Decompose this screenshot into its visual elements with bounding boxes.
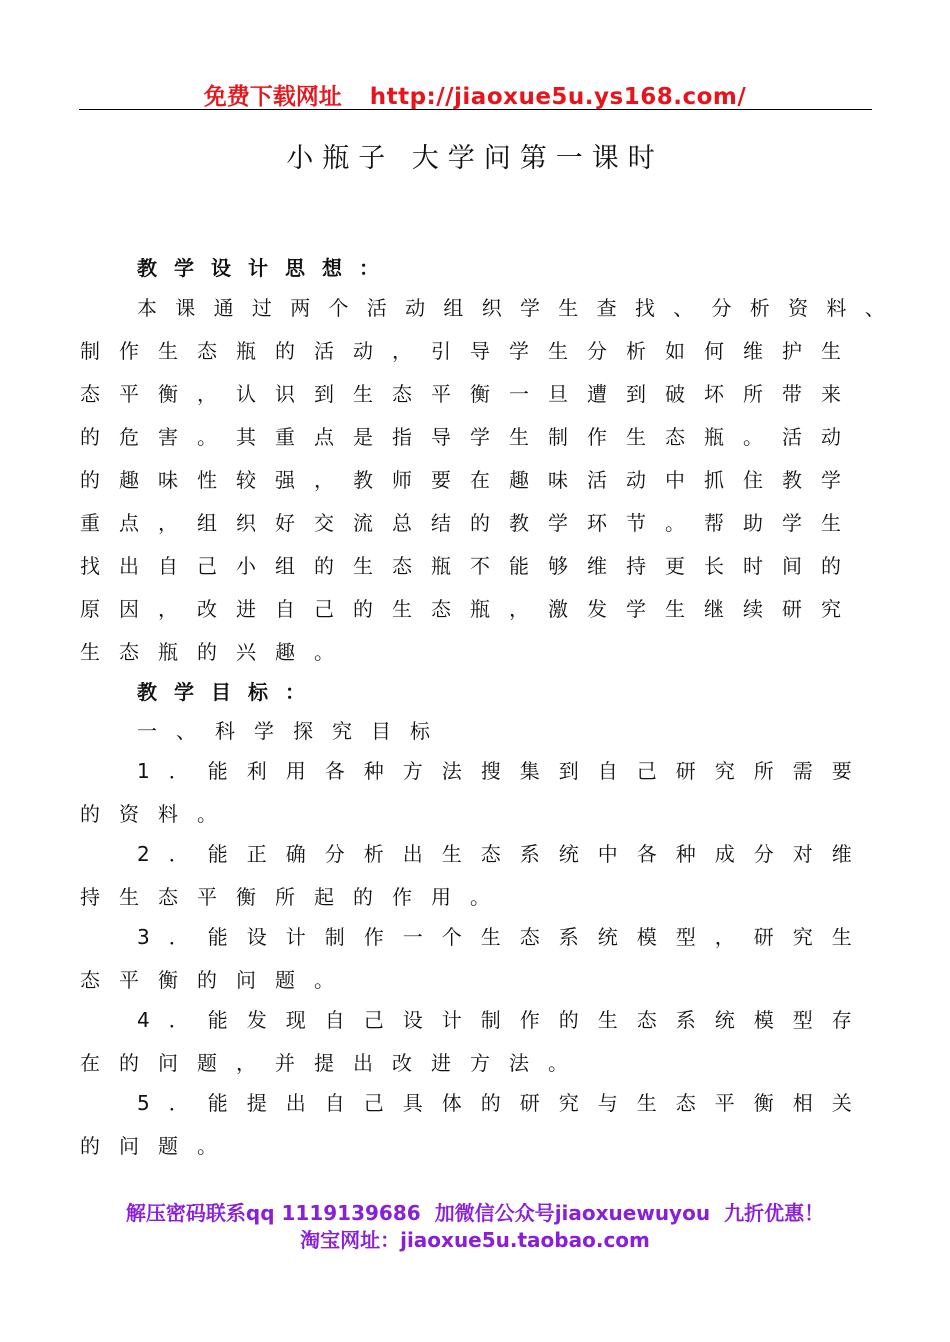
goal-item-line: 的问题。 [80,1134,236,1158]
design-heading: 教学设计思想： [137,256,396,280]
goal-item-line: 5．能提出自己具体的研究与生态平衡相关 [137,1091,871,1115]
design-line: 态平衡，认识到生态平衡一旦遭到破坏所带来 [80,382,860,406]
header-label: 免费下载网址 [203,84,342,110]
footer-shop-link[interactable]: jiaoxue5u.taobao.com [400,1228,650,1252]
goal-item-line: 1．能利用各种方法搜集到自己研究所需要 [137,759,871,783]
footer-wechat: jiaoxuewuyou [554,1201,711,1225]
design-line: 的趣味性较强，教师要在趣味活动中抓住教学 [80,468,860,492]
goal-item-line: 态平衡的问题。 [80,968,353,992]
goal-item-line: 在的问题，并提出改进方法。 [80,1051,587,1075]
footer-shop-label: 淘宝网址： [300,1228,401,1252]
footer-contact [0,1197,950,1226]
design-line: 本课通过两个活动组织学生查找、分析资料、 [137,296,903,320]
footer-text: 九折优惠！ [724,1201,825,1225]
document-title: 小瓶子 大学问第一课时 [286,143,664,174]
footer-shop [0,1224,950,1253]
design-line: 重点，组织好交流总结的教学环节。帮助学生 [80,511,860,535]
design-line: 原因，改进自己的生态瓶，激发学生继续研究 [80,597,860,621]
goals-heading: 教学目标： [137,680,322,704]
goal-item-line: 2．能正确分析出生态系统中各种成分对维 [137,842,871,866]
footer-qq: qq 1119139686 [245,1201,421,1225]
design-line: 生态瓶的兴趣。 [80,640,353,664]
footer-text: 加微信公众号 [434,1201,555,1225]
design-line: 找出自己小组的生态瓶不能够维持更长时间的 [80,554,860,578]
goal-item-line: 的资料。 [80,802,236,826]
goals-subheading: 一、科学探究目标 [137,719,449,743]
goal-item-line: 3．能设计制作一个生态系统模型，研究生 [137,925,871,949]
goal-item-line: 持生态平衡所起的作用。 [80,885,509,909]
footer-text: 解压密码联系 [125,1201,246,1225]
header-url-link[interactable]: http://jiaoxue5u.ys168.com/ [369,84,747,110]
goal-item-line: 4．能发现自己设计制作的生态系统模型存 [137,1008,871,1032]
design-line: 的危害。其重点是指导学生制作生态瓶。活动 [80,425,860,449]
design-line: 制作生态瓶的活动，引导学生分析如何维护生 [80,339,860,363]
